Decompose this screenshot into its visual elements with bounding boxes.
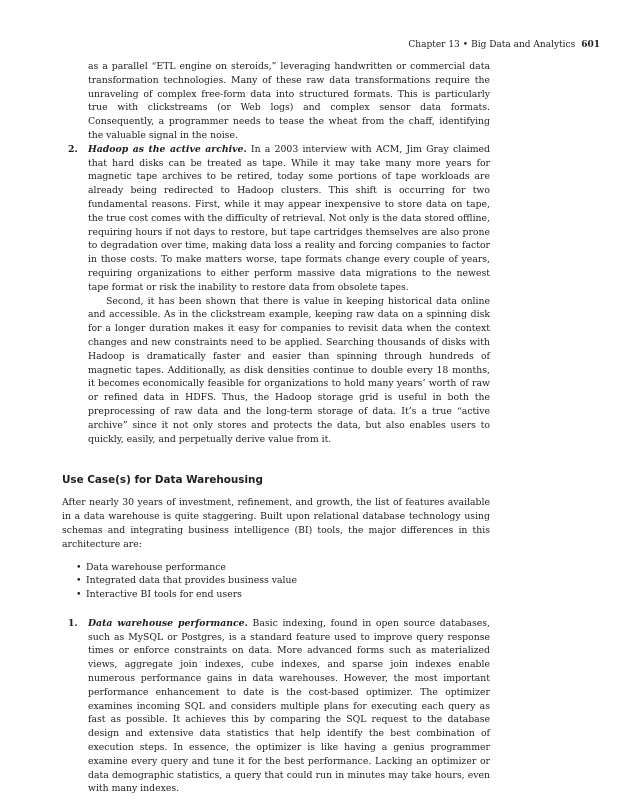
item-number: 2. bbox=[68, 143, 78, 155]
bullet-icon: • bbox=[76, 561, 82, 573]
page-body bbox=[62, 60, 490, 796]
running-header bbox=[60, 40, 600, 51]
bullet-icon: • bbox=[76, 575, 82, 587]
item-text: Basic indexing, found in open source databases, such as MySQL or Postgres, is a standard feature used to improve query response times or enforce constraints on data. More advanced forms such as materialized views, aggregate join indexes, cube indexes, and sparse join indexes enable numerous performance gains in data warehouses. However, the most important performance enhancement to date is the cost-based optimizer. The optimizer examines incoming SQL and considers multiple plans for executing each query as fast as possible. It achieves this by comparing the SQL request to the database design and extensive data statistics that help identify the best combination of execution steps. In essence, the optimizer is like having a genius programmer examine every query and tune it for the best performance. Lacking an optimizer or data demographic statistics, a query that could run in minutes may take hours, even with many indexes. bbox=[88, 617, 490, 795]
continued-paragraph: as a parallel “ETL engine on steroids,” leveraging handwritten or commercial data transformation technologies. Many of these raw data transformations require the unraveling of complex free-form data into structured formats. This is particularly true with clickstreams (or Web logs) and complex sensor data formats. Consequently, a programmer needs to tease the wheat from the chaff, identifying the valuable signal in the noise. bbox=[88, 61, 490, 141]
item-text: In a 2003 interview with ACM, Jim Gray claimed that hard disks can be treated as tape. While it may take many more years for magnetic tape archives to be retired, today some portions of tape workloads are already being redirected to Hadoop clusters. This shift is occurring for two fundamental reasons. First, while it may appear inexpensive to store data on tape, the true cost comes with the difficulty of retrieval. Not only is the data stored offline, requiring hours if not days to restore, but tape cartridges themselves are also prone to degradation over time, making data loss a reality and forcing companies to factor in those costs. To make matters worse, tape formats change every couple of years, requiring organizations to either perform massive data migrations to the newest tape format or risk the inability to restore data from obsolete tapes. bbox=[88, 143, 490, 293]
numbered-item-1 bbox=[62, 617, 490, 796]
page-number: 601 bbox=[581, 40, 600, 50]
item-lead-in: Data warehouse performance. bbox=[88, 617, 248, 629]
item-paragraph bbox=[88, 617, 490, 796]
section-intro: After nearly 30 years of investment, refinement, and growth, the list of features available in a data warehouse is quite staggering. Built upon relational database technology using schemas and integrating business intelligence (BI) tools, the major differences in this architecture are: bbox=[62, 497, 490, 550]
item-paragraph bbox=[88, 143, 490, 295]
item-second-paragraph: Second, it has been shown that there is value in keeping historical data online and accessible. As in the clickstream example, keeping raw data on a spinning disk for a longer duration makes it easy for companies to revisit data when the context changes and new constraints need to be applied. Searching thousands of disks with Hadoop is dramatically faster and easier than spinning through hundreds of magnetic tapes. Additionally, as disk densities continue to double every 18 months, it becomes economically feasible for organizations to hold many years’ worth of raw or refined data in HDFS. Thus, the Hadoop storage grid is useful in both the preprocessing of raw data and the long-term storage of data. It’s a true “active archive” since it not only stores and protects the data, but also enables users to quickly, easily, and perpetually derive value from it. bbox=[88, 295, 490, 445]
list-item: • Data warehouse performance bbox=[76, 561, 226, 573]
bullet-list bbox=[62, 561, 490, 602]
chapter-label: Chapter 13 bbox=[408, 40, 460, 50]
header-separator: • bbox=[462, 40, 469, 50]
bullet-icon: • bbox=[76, 589, 82, 601]
list-item: • Integrated data that provides business value bbox=[76, 575, 297, 587]
list-item: • Interactive BI tools for end users bbox=[76, 589, 242, 601]
numbered-item-2 bbox=[62, 143, 490, 447]
item-number: 1. bbox=[68, 617, 78, 629]
section-heading: Use Case(s) for Data Warehousing bbox=[62, 474, 263, 487]
item-lead-in: Hadoop as the active archive. bbox=[88, 143, 247, 155]
chapter-title: Big Data and Analytics bbox=[471, 40, 576, 50]
